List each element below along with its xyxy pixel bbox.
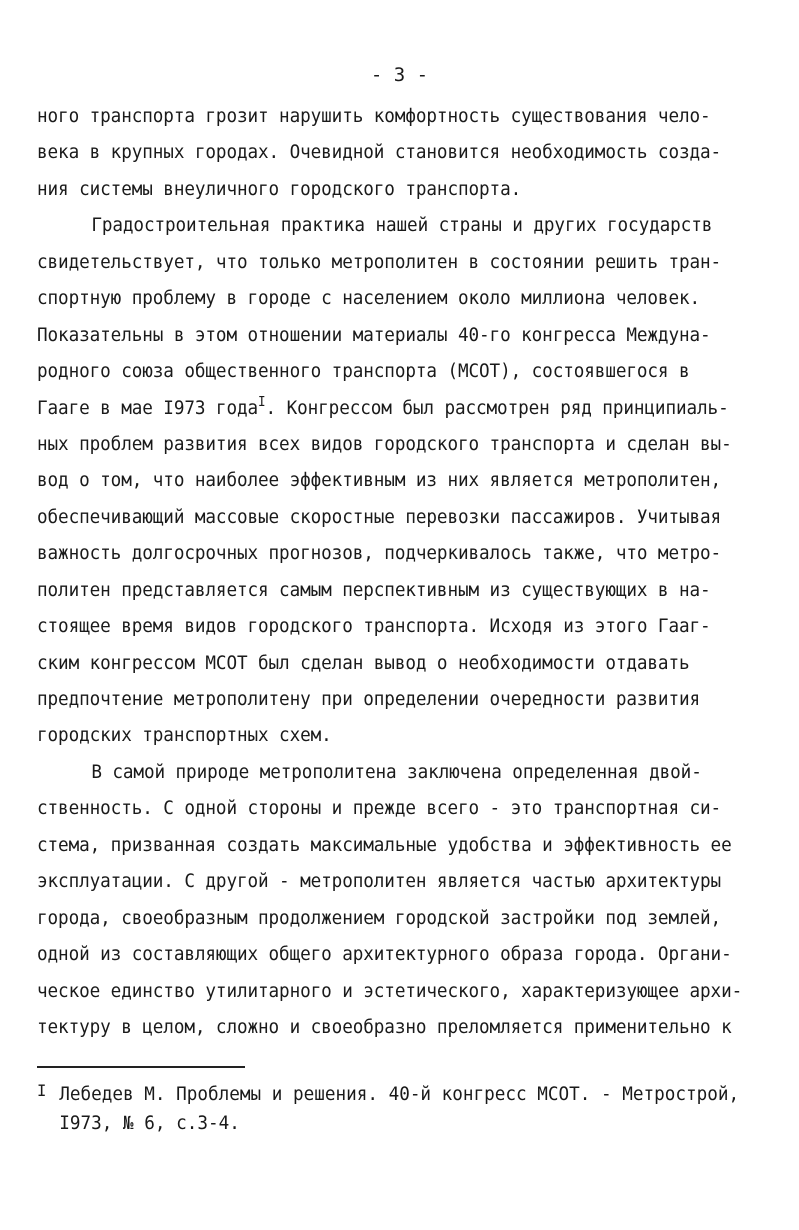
paragraph-start-line: В самой природе метрополитена заключена определенная двой- [91, 761, 702, 783]
text-line: вод о том, что наиболее эффективным из них является метрополитен, [37, 470, 722, 492]
text-line: века в крупных городах. Очевидной становится необходимость созда- [37, 142, 722, 164]
text-line: стоящее время видов городского транспорта. Исходя из этого Гааг- [37, 616, 711, 638]
text-line: ческое единство утилитарного и эстетического, характеризующее архи- [37, 980, 743, 1002]
footnote [37, 1080, 739, 1138]
footnote-line: Лебедев М. Проблемы и решения. 40-й конгресс МСОТ. - Метрострой, [59, 1084, 740, 1105]
text-line: политен представляется самым перспективным из существующих в на- [37, 579, 711, 601]
text-line: обеспечивающий массовые скоростные перевозки пассажиров. Учитывая [37, 506, 722, 528]
footnote-reference: I [258, 394, 266, 410]
text-line: предпочтение метрополитену при определении очередности развития [37, 689, 701, 710]
body-text [37, 99, 742, 1046]
text-segment: . Конгрессом был рассмотрен ряд принципиаль- [265, 397, 729, 419]
footnote-line: I973, № 6, с.3-4. [59, 1113, 240, 1134]
text-line: тектуру в целом, сложно и своеобразно преломляется применительно к [37, 1016, 732, 1038]
text-segment: Гааге в мае I973 года [37, 397, 259, 419]
text-line: Показательны в этом отношении материалы 40-го конгресса Междуна- [37, 324, 711, 346]
footnote-mark: I [37, 1081, 47, 1100]
text-line: города, своеобразным продолжением городской застройки под землей, [37, 907, 722, 929]
text-line: ных проблем развития всех видов городского транспорта и сделан вы- [37, 433, 732, 455]
text-line: родного союза общественного транспорта (МСОТ), состоявшегося в [37, 361, 690, 383]
text-line-with-footnote [37, 391, 742, 427]
paragraph-start-line: Градостроительная практика нашей страны и других государств [91, 215, 713, 237]
text-line: спортную проблему в городе с населением около миллиона человек. [37, 288, 701, 310]
text-line: ного транспорта грозит нарушить комфортность существования чело- [37, 106, 711, 127]
text-line: ским конгрессом МСОТ был сделан вывод о необходимости отдавать [37, 652, 690, 674]
page-number: - 3 - [370, 64, 429, 86]
text-line: одной из составляющих общего архитектурного образа города. Органи- [37, 944, 732, 966]
text-line: городских транспортных схем. [37, 725, 332, 747]
text-line: эксплуатации. С другой - метрополитен является частью архитектуры [37, 871, 722, 893]
text-line: стема, призванная создать максимальные удобства и эффективность ее [37, 834, 732, 856]
text-line: важность долгосрочных прогнозов, подчеркивалось также, что метро- [37, 543, 722, 565]
text-line: свидетельствует, что только метрополитен в состоянии решить тран- [37, 251, 722, 273]
footnote-divider [37, 1066, 245, 1068]
text-line: ственность. С одной стороны и прежде всего - это транспортная си- [37, 798, 722, 820]
text-line: ния системы внеуличного городского транспорта. [37, 178, 522, 200]
